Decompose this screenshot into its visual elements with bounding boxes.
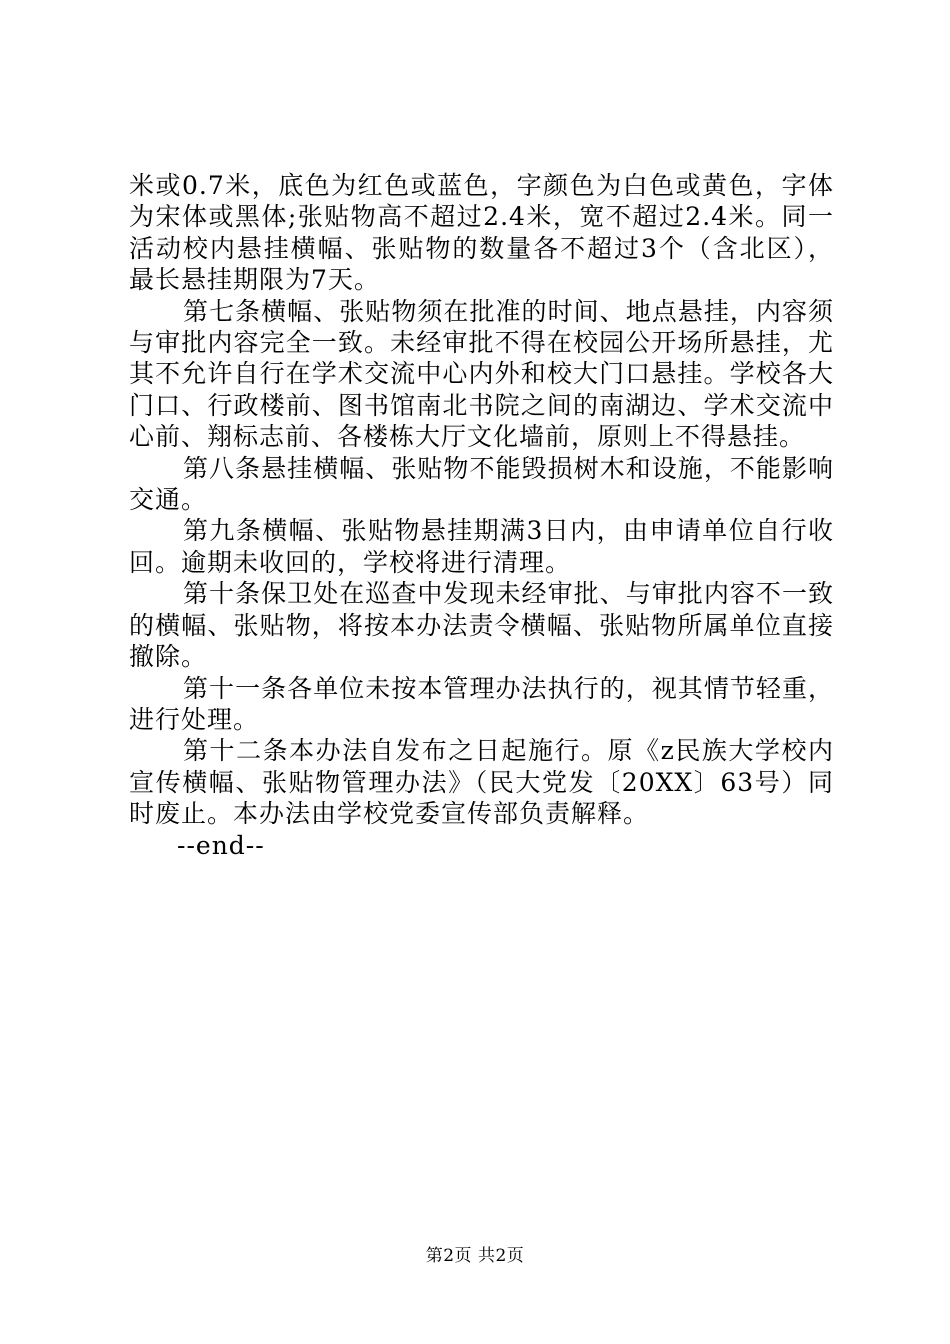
document-body: [129, 170, 834, 861]
paragraph-article-9: 第九条横幅、张贴物悬挂期满3日内，由申请单位自行收回。逾期未收回的，学校将进行清理。: [129, 516, 834, 577]
paragraph-article-12: 第十二条本办法自发布之日起施行。原《z民族大学校内宣传横幅、张贴物管理办法》（民大党发〔20XX〕63号）同时废止。本办法由学校党委宣传部负责解释。: [129, 736, 834, 829]
page-number: 第2页 共2页: [425, 1246, 525, 1266]
paragraph-continuation: 米或0.7米，底色为红色或蓝色，字颜色为白色或黄色，字体为宋体或黑体;张贴物高不超过2.4米，宽不超过2.4米。同一活动校内悬挂横幅、张贴物的数量各不超过3个（含北区），最长悬挂期限为7天。: [129, 171, 834, 295]
paragraph-article-8: 第八条悬挂横幅、张贴物不能毁损树木和设施，不能影响交通。: [129, 453, 834, 515]
paragraph-article-10: 第十条保卫处在巡查中发现未经审批、与审批内容不一致的横幅、张贴物，将按本办法责令横幅、张贴物所属单位直接撤除。: [129, 579, 834, 672]
end-mark: --end--: [177, 830, 265, 860]
page-footer: [0, 1244, 950, 1268]
paragraph-article-7: 第七条横幅、张贴物须在批准的时间、地点悬挂，内容须与审批内容完全一致。未经审批不得在校园公开场所悬挂，尤其不允许自行在学术交流中心内外和校大门口悬挂。学校各大门口、行政楼前、图书馆南北书院之间的南湖边、学术交流中心前、翔标志前、各楼栋大厅文化墙前，原则上不得悬挂。: [129, 296, 834, 452]
paragraph-article-11: 第十一条各单位未按本管理办法执行的，视其情节轻重，进行处理。: [129, 673, 834, 734]
